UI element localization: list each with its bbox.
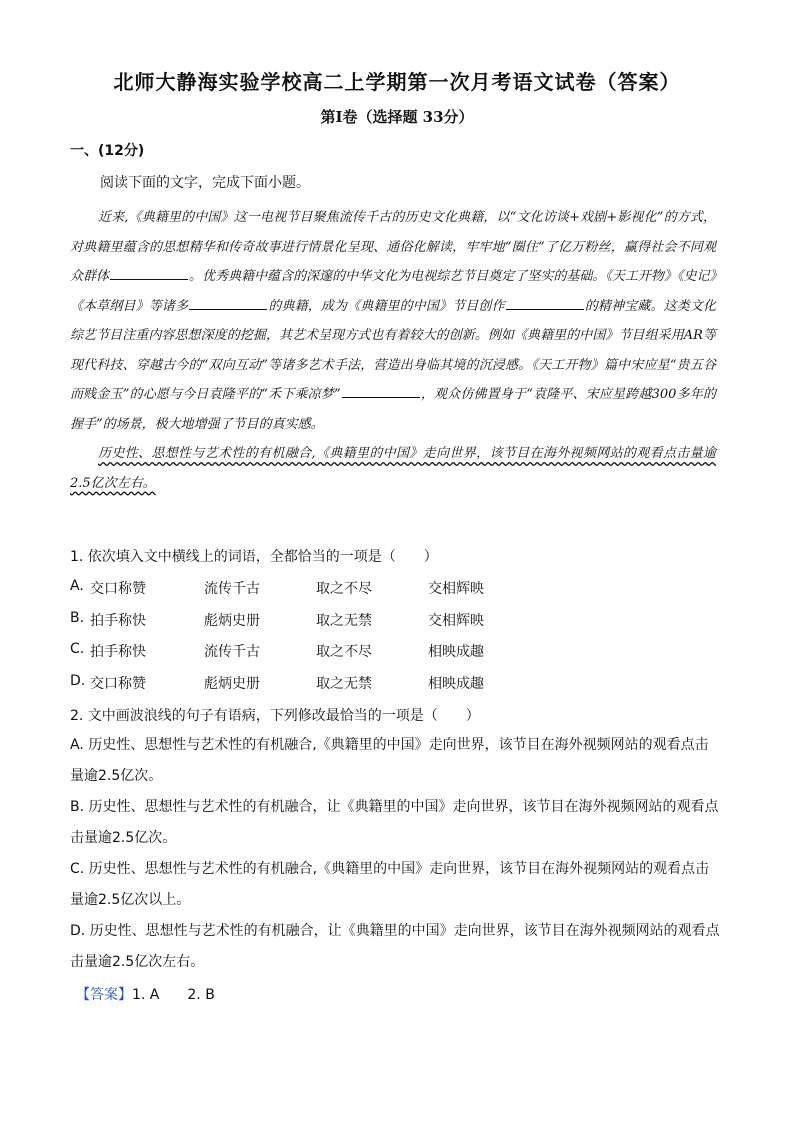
option-word-1: 交口称赞 bbox=[90, 676, 146, 692]
answer-line bbox=[76, 984, 215, 1004]
option-word-2: 彪炳史册 bbox=[204, 613, 260, 629]
q2-option-a: A. 历史性、思想性与艺术性的有机融合,《典籍里的中国》走向世界，该节目在海外视频网站的观看点击量逾2.5亿次。 bbox=[70, 737, 709, 784]
passage-text: 近来,《典籍里的中国》这一电视节目聚焦流传千古的历史文化典籍，以“文化访谈+戏剧+影视化”的方式，对典籍里蕴含的思想精华和传奇故事进行情景化呈现、通俗化解读，牢牢地“圈住”了亿万粉丝，赢得社会不同观众群体 bbox=[70, 210, 716, 284]
fill-blank-1 bbox=[110, 265, 188, 280]
section-subtitle: 第Ⅰ卷（选择题 33分） bbox=[320, 108, 474, 126]
option-word-1: 交口称赞 bbox=[90, 581, 146, 597]
answer-tag: 【答案】 bbox=[76, 987, 132, 1003]
option-word-3: 取之无禁 bbox=[316, 613, 372, 629]
fill-blank-3 bbox=[506, 295, 584, 310]
answer-text: 1. A 2. B bbox=[132, 987, 215, 1003]
passage-text: ，观众仿佛置身于“袁隆平、宋应星跨越300多年的握手”的场景，极大地增强了节目的真实感。 bbox=[70, 387, 716, 432]
option-word-2: 彪炳史册 bbox=[204, 676, 260, 692]
option-word-3: 取之无禁 bbox=[316, 676, 372, 692]
option-label: C. bbox=[70, 641, 85, 657]
option-label: D. bbox=[70, 673, 86, 689]
passage-text: 的典籍，成为《典籍里的中国》节目创作 bbox=[268, 298, 505, 314]
option-word-3: 取之不尽 bbox=[316, 644, 372, 660]
option-word-3: 取之不尽 bbox=[316, 581, 372, 597]
question-2-stem: 2. 文中画波浪线的句子有语病，下列修改最恰当的一项是（ ） bbox=[70, 708, 480, 724]
passage-text: 。优秀典籍中蕴含的深邃的中华文化为电视综艺节目奠定了坚实的基础。《天工开物》《史记》《本草纲目》等诸多 bbox=[70, 269, 716, 314]
option-word-1: 拍手称快 bbox=[90, 613, 146, 629]
reading-instruction: 阅读下面的文字，完成下面小题。 bbox=[100, 175, 310, 191]
option-word-2: 流传千古 bbox=[204, 581, 260, 597]
option-word-1: 拍手称快 bbox=[90, 644, 146, 660]
reading-passage bbox=[70, 203, 716, 498]
option-word-4: 相映成趣 bbox=[428, 676, 484, 692]
fill-blank-2 bbox=[189, 295, 267, 310]
fill-blank-4 bbox=[342, 383, 420, 398]
option-word-4: 相映成趣 bbox=[428, 644, 484, 660]
q2-option-c: C. 历史性、思想性与艺术性的有机融合,《典籍里的中国》走向世界，该节目在海外视频网站的观看点击量逾2.5亿次以上。 bbox=[70, 861, 710, 908]
page-title: 北师大静海实验学校高二上学期第一次月考语文试卷（答案） bbox=[113, 70, 681, 94]
section-heading: 一、(12分) bbox=[70, 143, 145, 159]
question-1-stem: 1. 依次填入文中横线上的词语，全都恰当的一项是（ ） bbox=[70, 549, 438, 565]
wavy-underlined-sentence: 历史性、思想性与艺术性的有机融合,《典籍里的中国》走向世界，该节目在海外视频网站的观看点击量逾2.5亿次左右。 bbox=[70, 446, 716, 491]
option-word-2: 流传千古 bbox=[204, 644, 260, 660]
passage-paragraph-2 bbox=[70, 439, 716, 498]
option-word-4: 交相辉映 bbox=[428, 613, 484, 629]
q2-option-d: D. 历史性、思想性与艺术性的有机融合，让《典籍里的中国》走向世界，该节目在海外视频网站的观看点击量逾2.5亿次左右。 bbox=[70, 923, 720, 970]
option-word-4: 交相辉映 bbox=[428, 581, 484, 597]
passage-paragraph-1 bbox=[70, 203, 716, 439]
passage-text: 的精神宝藏。这类文化综艺节目注重内容思想深度的挖掘，其艺术呈现方式也有着较大的创新。例如《典籍里的中国》节目组采用AR等现代科技、穿越古今的“双向互动”等诸多艺术手法，营造出身临其境的沉浸感。《天工开物》篇中宋应星“贵五谷而贱金玉”的心愿与今日袁隆平的“禾下乘凉梦” bbox=[70, 298, 716, 402]
option-label: A. bbox=[70, 578, 84, 594]
q2-option-b: B. 历史性、思想性与艺术性的有机融合，让《典籍里的中国》走向世界，该节目在海外视频网站的观看点击量逾2.5亿次。 bbox=[70, 799, 719, 846]
option-label: B. bbox=[70, 610, 85, 626]
